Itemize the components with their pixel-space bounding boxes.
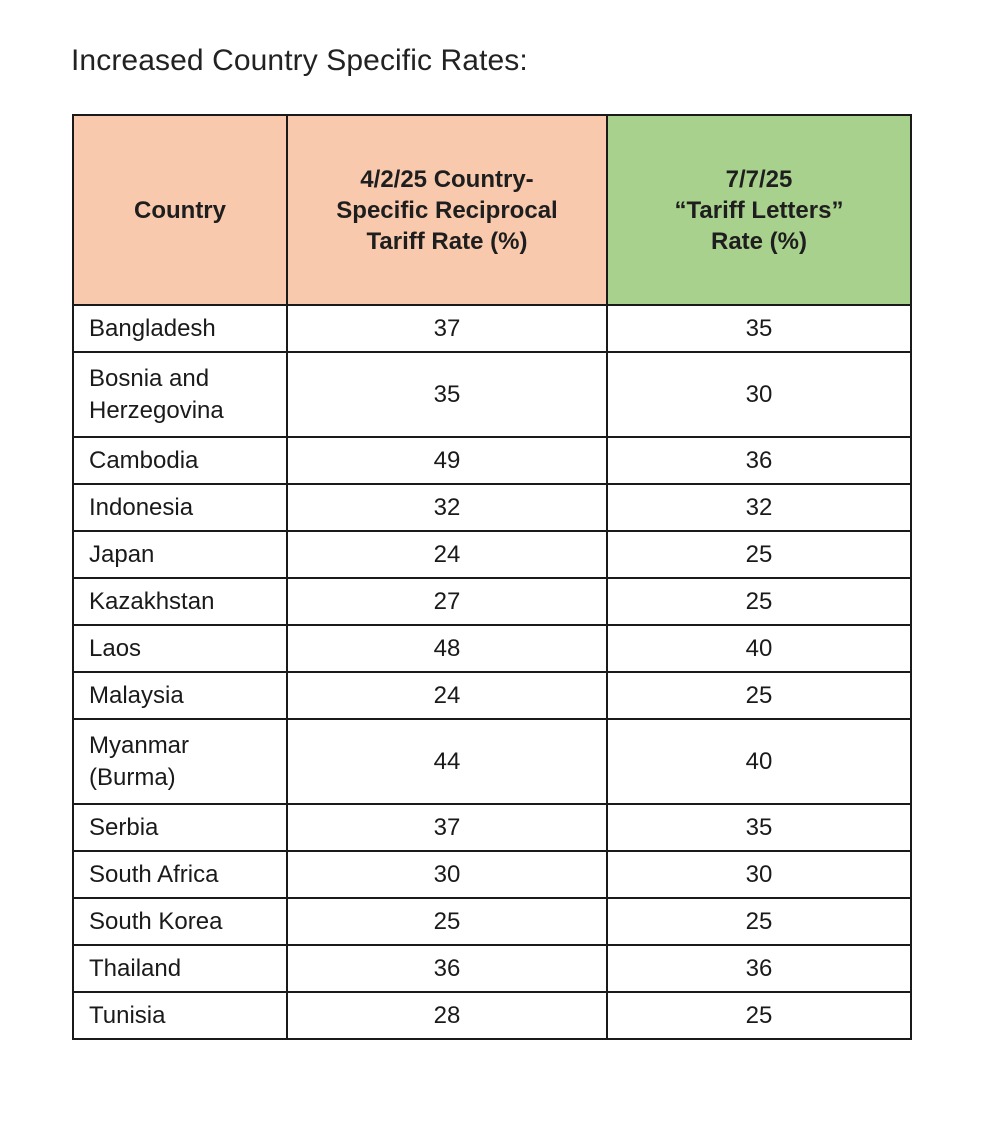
rate-april-cell: 27: [287, 578, 607, 625]
country-cell: Tunisia: [73, 992, 287, 1039]
country-cell: Kazakhstan: [73, 578, 287, 625]
rate-april-cell: 48: [287, 625, 607, 672]
tariff-rates-table: [72, 114, 912, 1040]
country-cell: Thailand: [73, 945, 287, 992]
table-row: [73, 992, 911, 1039]
country-cell: Laos: [73, 625, 287, 672]
table-row: [73, 945, 911, 992]
rate-april-cell: 44: [287, 719, 607, 804]
rate-july-cell: 30: [607, 851, 911, 898]
header-rate-april-line-3: Tariff Rate (%): [366, 227, 528, 255]
country-cell: Bosnia and Herzegovina: [73, 352, 287, 437]
header-rate-july-line-3: Rate (%): [710, 227, 807, 255]
country-cell: Indonesia: [73, 484, 287, 531]
rate-april-cell: 37: [287, 804, 607, 851]
header-rate-april: [287, 115, 607, 305]
rate-july-cell: 30: [607, 352, 911, 437]
country-cell: South Korea: [73, 898, 287, 945]
rate-april-cell: 28: [287, 992, 607, 1039]
table-row: [73, 484, 911, 531]
table-row: [73, 851, 911, 898]
table-row: [73, 578, 911, 625]
table-row: [73, 719, 911, 804]
rate-april-cell: 32: [287, 484, 607, 531]
rate-july-cell: 35: [607, 804, 911, 851]
header-rate-july: [607, 115, 911, 305]
rate-july-cell: 40: [607, 719, 911, 804]
rate-july-cell: 32: [607, 484, 911, 531]
country-cell: Japan: [73, 531, 287, 578]
table-row: [73, 804, 911, 851]
header-rate-july-line-1: 7/7/25: [725, 165, 793, 193]
header-country-label: Country: [134, 196, 226, 224]
table-row: [73, 625, 911, 672]
rate-july-cell: 25: [607, 531, 911, 578]
rate-july-cell: 40: [607, 625, 911, 672]
country-cell: Cambodia: [73, 437, 287, 484]
header-country: [73, 115, 287, 305]
rate-april-cell: 35: [287, 352, 607, 437]
rate-april-cell: 36: [287, 945, 607, 992]
table-row: [73, 352, 911, 437]
rate-april-cell: 25: [287, 898, 607, 945]
rate-april-cell: 49: [287, 437, 607, 484]
country-cell: Serbia: [73, 804, 287, 851]
table-row: [73, 531, 911, 578]
page-title: Increased Country Specific Rates:: [71, 44, 528, 77]
rate-july-cell: 25: [607, 898, 911, 945]
rate-april-cell: 37: [287, 305, 607, 352]
rate-april-cell: 30: [287, 851, 607, 898]
table-row: [73, 898, 911, 945]
country-cell: Bangladesh: [73, 305, 287, 352]
rate-july-cell: 25: [607, 578, 911, 625]
table-row: [73, 672, 911, 719]
rate-july-cell: 36: [607, 437, 911, 484]
table-row: [73, 437, 911, 484]
rate-april-cell: 24: [287, 672, 607, 719]
country-cell: Myanmar (Burma): [73, 719, 287, 804]
header-rate-april-line-1: 4/2/25 Country-: [360, 165, 534, 193]
table-header-row: [73, 115, 911, 305]
country-cell: Malaysia: [73, 672, 287, 719]
table-row: [73, 305, 911, 352]
rate-april-cell: 24: [287, 531, 607, 578]
rate-july-cell: 25: [607, 992, 911, 1039]
rate-july-cell: 25: [607, 672, 911, 719]
header-rate-july-line-2: “Tariff Letters”: [674, 196, 844, 224]
header-rate-april-line-2: Specific Reciprocal: [336, 196, 558, 224]
rate-july-cell: 35: [607, 305, 911, 352]
country-cell: South Africa: [73, 851, 287, 898]
rate-july-cell: 36: [607, 945, 911, 992]
